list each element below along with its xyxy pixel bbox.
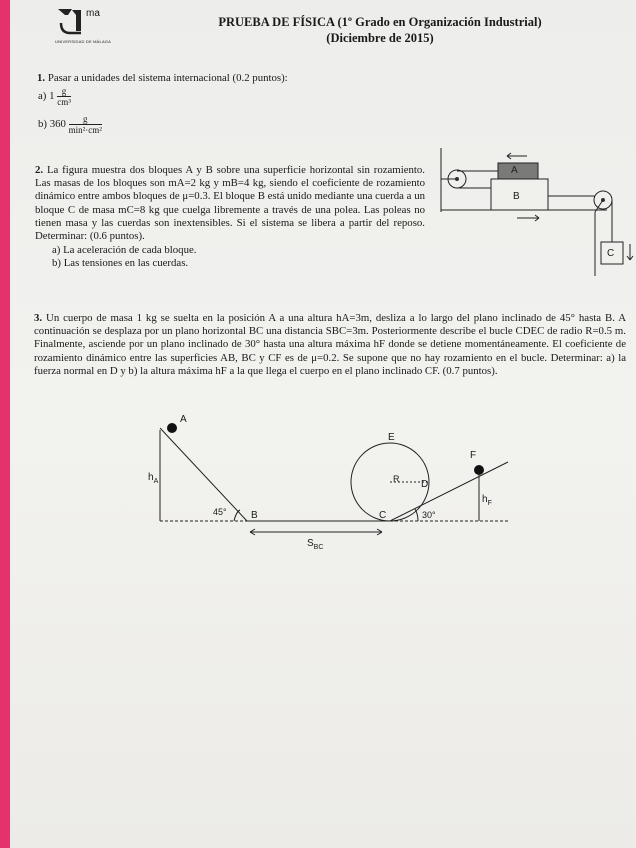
label-30: 30°	[422, 510, 436, 520]
ball-f-icon	[474, 465, 484, 475]
label-sbc-s: S	[307, 538, 314, 549]
label-ha-h: h	[148, 472, 154, 483]
label-r: R	[393, 474, 400, 484]
q2-number: 2.	[35, 164, 44, 176]
q1-item-b	[38, 114, 102, 135]
block-a	[498, 163, 538, 179]
label-sbc	[307, 538, 323, 551]
incline-ab	[160, 428, 247, 521]
q2-item-a: a) La aceleración de cada bloque.	[52, 244, 197, 257]
label-e: E	[388, 432, 395, 443]
label-ha-sub: A	[153, 478, 159, 485]
label-hf-sub: F	[487, 500, 492, 507]
label-a: A	[180, 414, 187, 425]
q1-a-fraction	[57, 86, 71, 107]
question-1	[37, 72, 597, 85]
subtitle-line: (Diciembre de 2015)	[326, 31, 434, 45]
q1-a-den: cm³	[57, 97, 71, 107]
title-line: PRUEBA DE FÍSICA (1º Grado en Organización Industrial)	[218, 15, 542, 29]
ball-a-icon	[167, 423, 177, 433]
q1-b-fraction	[69, 114, 102, 135]
angle-45-arc	[234, 510, 240, 521]
q2-text: La figura muestra dos bloques A y B sobre una superficie horizontal sin rozamiento. Las masas de los bloques son mA=2 kg y mB=4 kg, siendo el coeficiente de rozamiento dinámico entre ambos bloques de μ=0.3. El bloque B está unido mediante una cuerda a un bloque C de masa mC=8 kg que cuelga libremente a través de una polea. Las poleas no tienen masa y las cuerdas son inextensibles. Si el sistema se libera a partir del reposo. Determinar: (0.6 puntos).	[35, 164, 425, 243]
block-c-label: C	[607, 248, 615, 259]
loop-figure	[150, 410, 520, 540]
q1-text: Pasar a unidades del sistema internacional (0.2 puntos):	[47, 72, 288, 84]
block-b-label: B	[513, 191, 520, 202]
label-b: B	[251, 510, 258, 521]
label-d: D	[421, 479, 429, 490]
q3-number: 3.	[34, 312, 43, 324]
q1-b-den: min²·cm²	[68, 125, 102, 135]
question-3	[34, 312, 626, 378]
incline-cf	[390, 462, 508, 521]
q1-number: 1.	[37, 72, 46, 84]
logo-subtext: UNIVERSIDAD DE MÁLAGA	[55, 39, 111, 44]
label-ha	[148, 472, 158, 485]
q3-text: Un cuerpo de masa 1 kg se suelta en la posición A a una altura hA=3m, desliza a lo largo del plano inclinado de 45° hasta B. A continuación se desplaza por un plano horizontal BC una distancia SBC=3m. Posteriormente describe el bucle CDEC de radio R=0.5 m. Finalmente, asciende por un plano inclinado de 30° hasta una altura máxima hF donde se detiene momentáneamente. El coeficiente de rozamiento dinámico entre las superficies AB, BC y CF es de μ=0.2. Se supone que no hay rozamiento en el bucle. Determinar: a) la fuerza normal en D y b) la altura máxima hF a la que llega el cuerpo en el plano inclinado CF. (0.7 puntos).	[34, 312, 627, 377]
logo-text: ma	[86, 8, 100, 19]
q1-a-num: g	[57, 86, 71, 97]
q2-item-b: b) Las tensiones en las cuerdas.	[52, 257, 189, 270]
exam-title	[210, 14, 550, 46]
exam-page	[10, 0, 636, 848]
q1-a-label: a) 1	[38, 89, 55, 102]
page-edge	[0, 0, 10, 848]
label-hf	[482, 494, 492, 507]
pulley-figure	[435, 140, 635, 280]
q1-item-a	[38, 86, 71, 107]
university-logo	[48, 6, 118, 46]
q2-subitems	[35, 244, 425, 270]
label-45: 45°	[213, 507, 227, 517]
angle-30-arc	[415, 509, 418, 521]
q1-b-label: b) 360	[38, 117, 66, 130]
block-a-label: A	[511, 165, 518, 176]
question-2	[35, 164, 425, 271]
label-f: F	[470, 450, 477, 461]
label-c: C	[379, 510, 387, 521]
label-sbc-sub: BC	[313, 544, 324, 551]
q1-b-num: g	[69, 114, 102, 125]
label-hf-h: h	[482, 494, 488, 505]
